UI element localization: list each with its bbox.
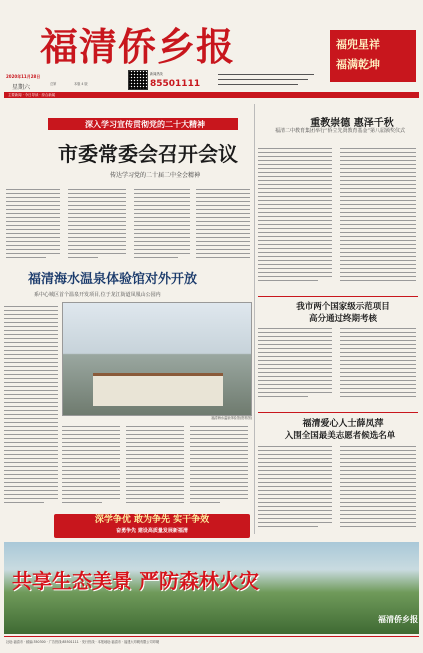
eco-banner bbox=[4, 542, 419, 634]
mid-slogan-banner bbox=[54, 514, 250, 538]
story2-body-right bbox=[62, 424, 252, 512]
story5-rule bbox=[258, 412, 418, 413]
story2-headline: 福清海水温泉体验馆对外开放 bbox=[28, 272, 198, 287]
story5-subhead: 入围全国最美志愿者候选名单 bbox=[284, 431, 396, 441]
qr-code bbox=[128, 70, 148, 90]
footer-bar bbox=[4, 636, 419, 649]
photo-building bbox=[93, 373, 223, 406]
story3-body bbox=[258, 146, 418, 292]
masthead-title: 福清侨乡报 bbox=[40, 24, 236, 69]
story2-photo bbox=[62, 302, 252, 416]
masthead-weekday: 星期六 bbox=[12, 84, 31, 91]
footer-text: 社址:福清市 · 邮编:350300 · 广告热线:85501111 · 发行热线 · 本报地址:福清市 · 福建大印刷有限公司印刷 bbox=[6, 640, 160, 644]
lead-headline: 市委常委会召开会议 bbox=[58, 142, 238, 166]
masthead-info-lines bbox=[218, 72, 318, 90]
eco-banner-logo: 福清侨乡报 bbox=[378, 614, 418, 624]
lead-kicker: 深入学习宣传贯彻党的二十大精神 bbox=[85, 119, 205, 129]
story4-headline: 我市两个国家级示范项目 bbox=[296, 302, 390, 312]
masthead-right-box-line1: 福兜星祥 bbox=[336, 38, 380, 51]
phone-label: 新闻热线 bbox=[150, 72, 163, 76]
masthead-right-box bbox=[330, 30, 416, 82]
story2-body-left bbox=[4, 302, 60, 512]
story3-subhead: 福清二中教育集团举行“侨立先贤教育基金”第八届颁奖仪式 bbox=[274, 128, 406, 134]
story4-subhead: 高分通过终期考核 bbox=[308, 314, 377, 324]
lead-subhead: 传达学习党的二十届二中全会精神 bbox=[110, 172, 201, 179]
eco-banner-title: 共享生态美景 严防森林火灾 bbox=[12, 569, 259, 593]
story5-headline: 福清爱心人士薛凤萍 bbox=[302, 419, 384, 429]
lead-body-text bbox=[4, 185, 252, 265]
masthead-date: 2020年11月28日 bbox=[6, 74, 41, 79]
phone-number: 85501111 bbox=[150, 79, 201, 89]
story5-body bbox=[258, 444, 418, 536]
masthead-edition: 本版 4 版 bbox=[74, 82, 88, 86]
story3-headline: 重教崇德 惠泽千秋 bbox=[310, 118, 394, 129]
story4-body bbox=[258, 326, 418, 406]
mid-slogan-line2: 奋勇争先 建设高质量发展新福清 bbox=[116, 528, 188, 534]
masthead-issue: 总第 bbox=[50, 82, 57, 86]
photo-caption: 福清海水温泉体验馆(资料图) bbox=[211, 416, 252, 420]
masthead-right-box-line2: 福满乾坤 bbox=[336, 58, 380, 71]
mid-slogan-line1: 深学争优 敢为争先 实干争效 bbox=[94, 515, 210, 525]
topbar-text: 主要新闻 · 今日导读 · 综合新闻 bbox=[8, 93, 56, 97]
column-rule bbox=[254, 104, 255, 534]
story2-subhead: 系中心城区首个温泉开发项目,位于龙江街道凤凰山公园内 bbox=[34, 292, 161, 298]
story4-rule bbox=[258, 296, 418, 297]
